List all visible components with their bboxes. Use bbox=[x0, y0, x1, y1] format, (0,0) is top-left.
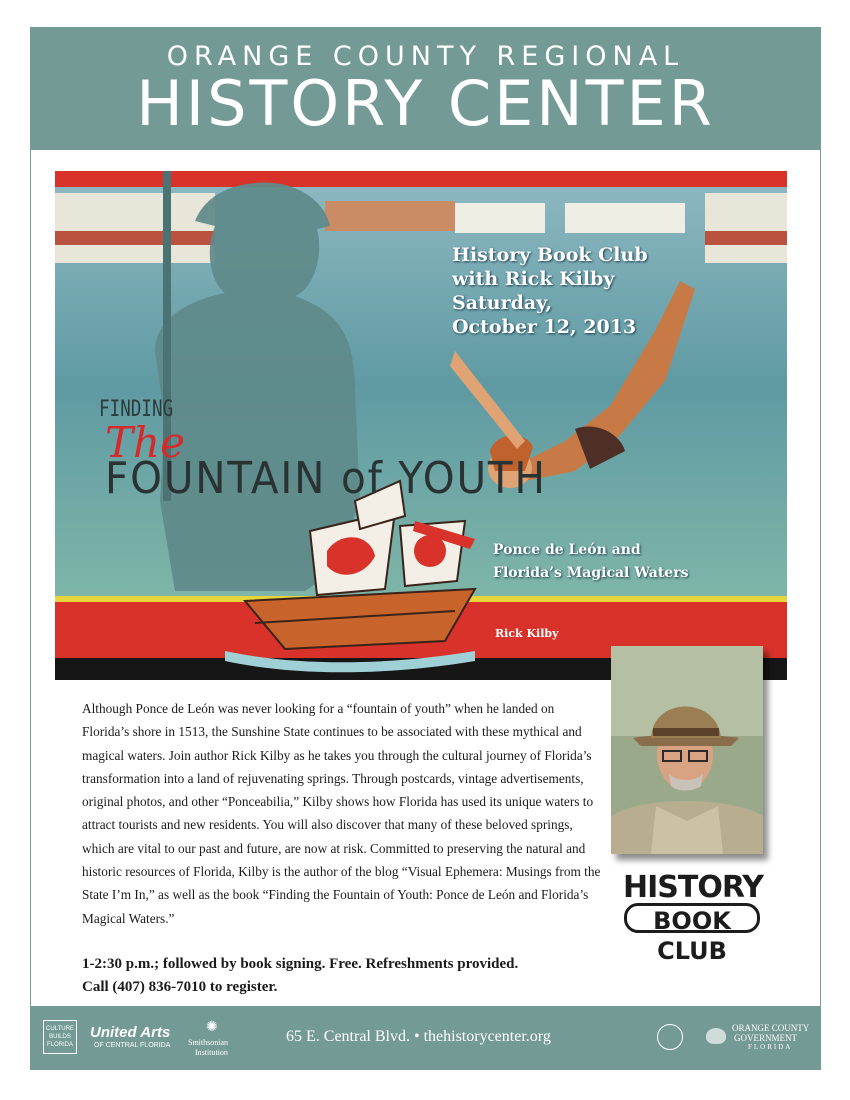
cover-subtitle bbox=[493, 539, 688, 585]
details-register: Call (407) 836-7010 to register. bbox=[82, 979, 278, 995]
author-photo bbox=[611, 646, 763, 854]
book-cover-image bbox=[55, 171, 787, 680]
event-line: History Book Club bbox=[452, 244, 648, 266]
united-arts-logo: United Arts bbox=[90, 1024, 171, 1041]
footer-banner bbox=[30, 1006, 821, 1070]
event-line: Saturday, bbox=[452, 292, 553, 314]
event-line: October 12, 2013 bbox=[452, 316, 637, 338]
subtitle-line: Ponce de León and bbox=[493, 542, 641, 558]
event-line: with Rick Kilby bbox=[452, 268, 615, 290]
header-banner bbox=[30, 27, 821, 150]
logo-line-book-club: BOOK CLUB bbox=[624, 903, 760, 933]
header-subtitle: ORANGE COUNTY REGIONAL bbox=[166, 41, 685, 72]
seal-icon bbox=[657, 1024, 683, 1050]
event-description bbox=[82, 697, 602, 930]
smithsonian-subtitle: Institution bbox=[195, 1048, 228, 1057]
event-details bbox=[82, 953, 602, 999]
address-and-website: 65 E. Central Blvd. • thehistorycenter.org bbox=[286, 1028, 551, 1045]
details-time: 1-2:30 p.m.; followed by book signing. Free. Refreshments provided. bbox=[82, 956, 519, 972]
event-info bbox=[452, 243, 648, 339]
orange-county-logo-line3: FLORIDA bbox=[748, 1043, 793, 1051]
united-arts-subtitle: OF CENTRAL FLORIDA bbox=[94, 1042, 171, 1049]
orange-county-logo-line1: ORANGE COUNTY bbox=[732, 1023, 810, 1033]
cover-title-finding: FINDING bbox=[99, 397, 174, 422]
header-title: HISTORY CENTER bbox=[136, 67, 715, 140]
orange-county-logo-line2: GOVERNMENT bbox=[734, 1033, 797, 1043]
smithsonian-sun-icon: ✺ bbox=[206, 1018, 218, 1034]
county-emblem-icon bbox=[706, 1028, 726, 1044]
logo-line-history: HISTORY bbox=[622, 870, 764, 905]
cover-author: Rick Kilby bbox=[495, 627, 559, 640]
cover-title-main: FOUNTAIN of YOUTH bbox=[105, 453, 547, 504]
smithsonian-logo: Smithsonian bbox=[188, 1038, 229, 1047]
subtitle-line: Florida’s Magical Waters bbox=[493, 565, 689, 581]
history-book-club-logo bbox=[618, 870, 768, 965]
description-paragraph: Although Ponce de León was never looking for a “fountain of youth” when he landed on Florida’s shore in 1513, the Sunshine State continues to be associated with these mythical and magical waters. Join author Rick Kilby as he takes you through the cultural journey of Florida’s transformation into a land of rejuvenating springs. Through postcards, vintage advertisements, original photos, and other “Ponceabilia,” Kilby shows how Florida has used its unique waters to attract tourists and new residents. You will also discover that many of these beloved springs, which are vital to our past and future, are now at risk. Committed to preserving the natural and historic resources of Florida, Kilby is the author of the blog “Visual Ephemera: Musings from the State I’m In,” as well as the book “Finding the Fountain of Youth: Ponce de León and Florida’s Magical Waters.” bbox=[82, 701, 601, 926]
culture-builds-florida-logo: CULTURE BUILDS FLORIDA bbox=[43, 1020, 77, 1054]
author-portrait bbox=[611, 646, 763, 854]
cover-title-the: The bbox=[105, 418, 185, 467]
